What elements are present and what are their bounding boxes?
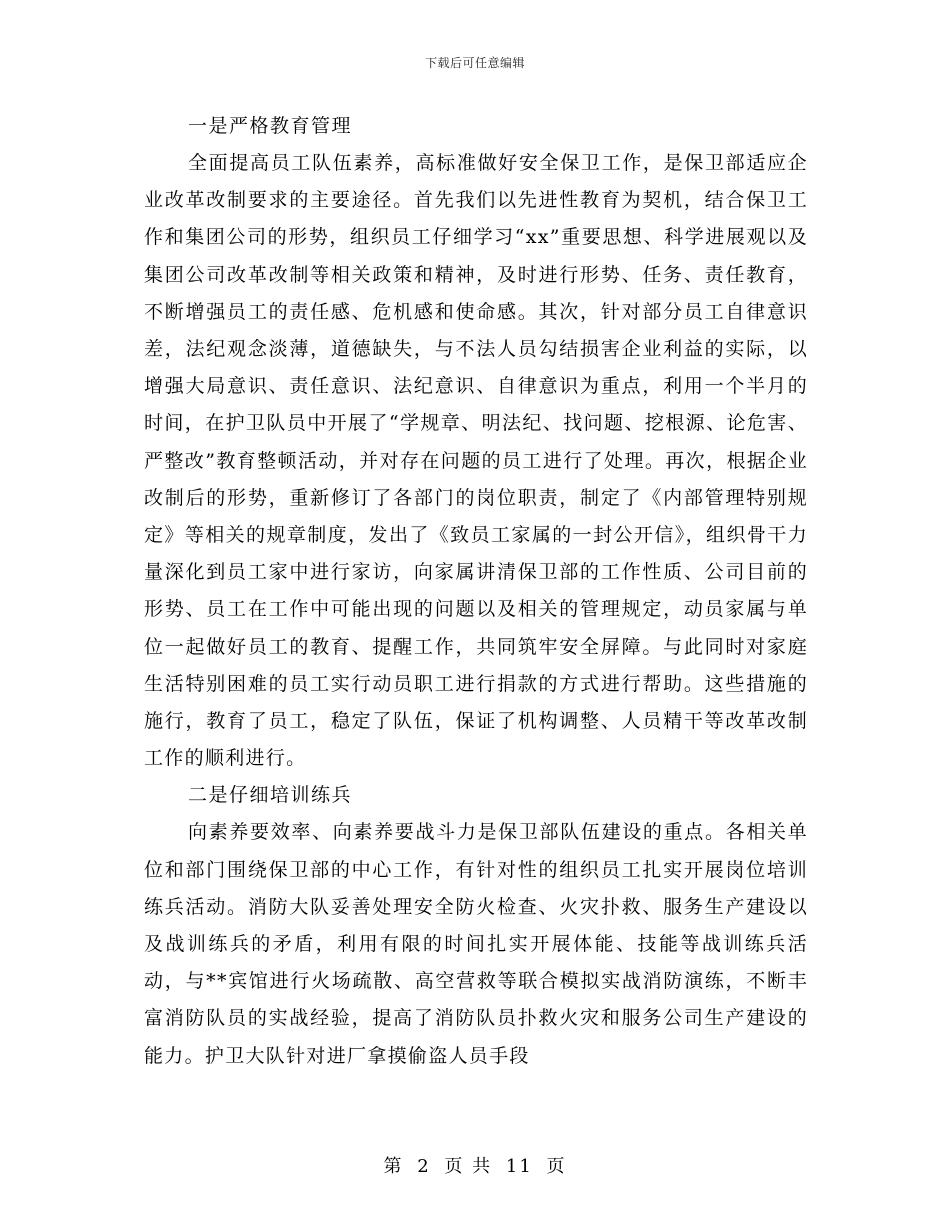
footer-current-page: 2: [417, 1156, 431, 1177]
section-paragraph-1: 全面提高员工队伍素养，高标准做好安全保卫工作，是保卫部适应企业改革改制要求的主要途径。首先我们以先进性教育为契机，结合保卫工作和集团公司的形势，组织员工仔细学习“xx”重要思想、科学进展观以及集团公司改革改制等相关政策和精神，及时进行形势、任务、责任教育，不断增强员工的责任感、危机感和使命感。其次，针对部分员工自律意识差，法纪观念淡薄，道德缺失，与不法人员勾结损害企业利益的实际，以增强大局意识、责任意识、法纪意识、自律意识为重点，利用一个半月的时间，在护卫队员中开展了“学规章、明法纪、找问题、挖根源、论危害、严整改”教育整顿活动，并对存在问题的员工进行了处理。再次，根据企业改制后的形势，重新修订了各部门的岗位职责，制定了《内部管理特别规定》等相关的规章制度，发出了《致员工家属的一封公开信》，组织骨干力量深化到员工家中进行家访，向家属讲清保卫部的工作性质、公司目前的形势、员工在工作中可能出现的问题以及相关的管理规定，动员家属与单位一起做好员工的教育、提醒工作，共同筑牢安全屏障。与此同时对家庭生活特别困难的员工实行动员职工进行捐款的方式进行帮助。这些措施的施行，教育了员工，稳定了队伍，保证了机构调整、人员精干等改革改制工作的顺利进行。: [144, 152, 808, 770]
document-body: [144, 108, 808, 1075]
footer-middle: 页 共: [444, 1156, 493, 1177]
footer-total-pages: 11: [505, 1156, 533, 1177]
section-heading-1: 一是严格教育管理: [188, 115, 353, 137]
section-paragraph-2: 向素养要效率、向素养要战斗力是保卫部队伍建设的重点。各相关单位和部门围绕保卫部的中心工作，有针对性的组织员工扎实开展岗位培训练兵活动。消防大队妥善处理安全防火检查、火灾扑救、服务生产建设以及战训练兵的矛盾，利用有限的时间扎实开展体能、技能等战训练兵活动，与**宾馆进行火场疏散、高空营救等联合模拟实战消防演练，不断丰富消防队员的实战经验，提高了消防队员扑救火灾和服务公司生产建设的能力。护卫大队针对进厂拿摸偷盗人员手段: [144, 821, 808, 1067]
section-heading-2: 二是仔细培训练兵: [188, 784, 353, 807]
footer-prefix: 第: [383, 1156, 404, 1177]
footer-suffix: 页: [546, 1156, 567, 1177]
page-footer: [0, 1152, 950, 1178]
page-header: 下载后可任意编辑: [424, 56, 525, 70]
